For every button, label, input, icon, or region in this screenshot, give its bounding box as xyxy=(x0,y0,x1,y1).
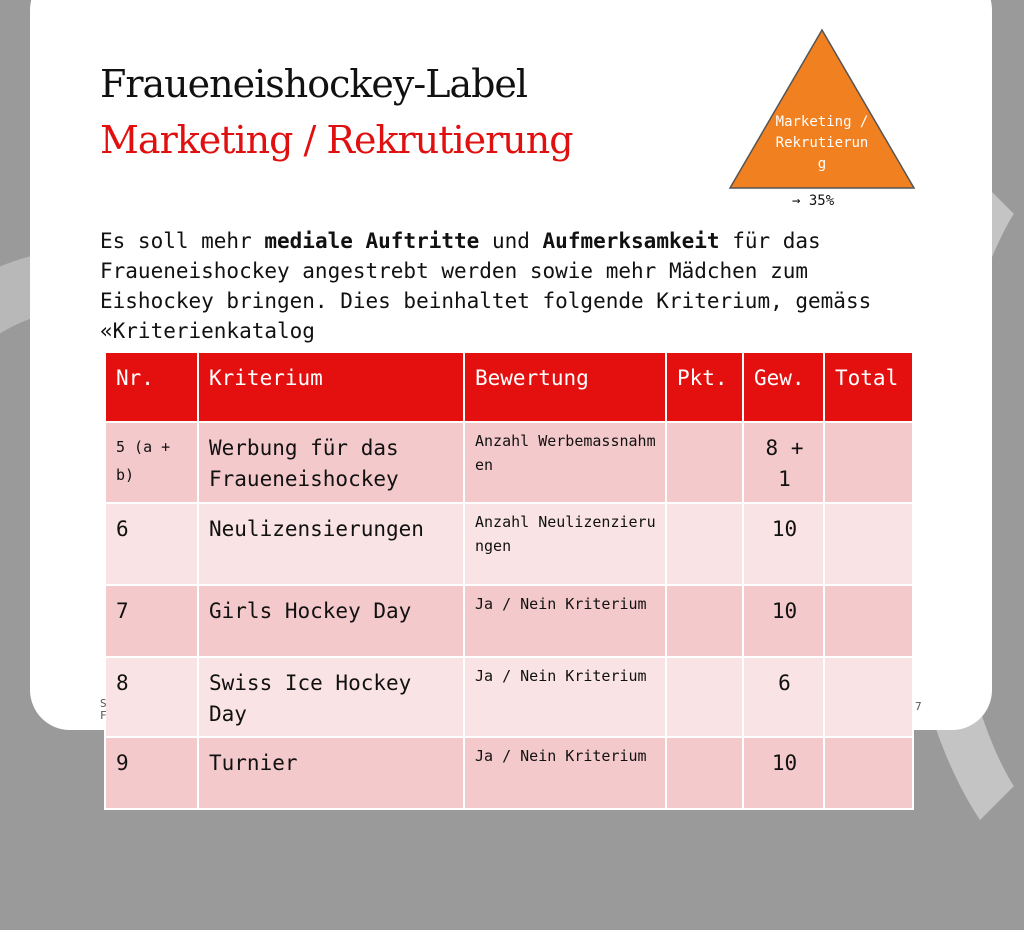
cell-pkt xyxy=(666,737,743,809)
cell-bewertung: Ja / Nein Kriterium xyxy=(464,737,666,809)
header-bewertung: Bewertung xyxy=(464,352,666,422)
cell-total xyxy=(824,503,913,585)
cell-total xyxy=(824,657,913,737)
highlight-mediale-auftritte: mediale Auftritte xyxy=(264,229,480,253)
cell-gew: 10 xyxy=(743,737,824,809)
page-number: 7 xyxy=(915,700,922,713)
cell-pkt xyxy=(666,422,743,503)
intro-text: Es soll mehr mediale Auftritte und Aufmerksamkeit für das Fraueneishockey angestrebt werden sowie mehr Mädchen zum Eishockey bringen. Dies beinhaltet folgende Kriterium, gemäss «Kriterienkatalog xyxy=(100,229,884,343)
slide-subtitle: Marketing / Rekrutierung xyxy=(100,118,573,162)
cell-pkt xyxy=(666,657,743,737)
cell-kriterium: Werbung für das Fraueneishockey xyxy=(198,422,464,503)
cell-pkt xyxy=(666,585,743,657)
cell-bewertung: Anzahl Neulizenzierungen xyxy=(464,503,666,585)
cell-kriterium: Neulizensierungen xyxy=(198,503,464,585)
header-total: Total xyxy=(824,352,913,422)
pyramid-label: Marketing / Rekrutierung xyxy=(775,114,869,172)
cell-gew: 10 xyxy=(743,585,824,657)
header-kriterium: Kriterium xyxy=(198,352,464,422)
table-row xyxy=(105,657,913,737)
header-nr: Nr. xyxy=(105,352,198,422)
cell-gew: 6 xyxy=(743,657,824,737)
criteria-table xyxy=(104,351,912,810)
cell-bewertung: Ja / Nein Kriterium xyxy=(464,657,666,737)
cell-gew: 8 + 1 xyxy=(743,422,824,503)
table-header-row xyxy=(105,352,913,422)
cell-nr: 7 xyxy=(105,585,198,657)
pyramid-percent: → 35% xyxy=(792,193,835,209)
footer-text: S F xyxy=(100,697,107,722)
cell-total xyxy=(824,585,913,657)
cell-bewertung: Anzahl Werbemassnahmen xyxy=(464,422,666,503)
cell-nr: 5 (a + b) xyxy=(105,422,198,503)
highlight-aufmerksamkeit: Aufmerksamkeit xyxy=(542,229,720,253)
cell-gew: 10 xyxy=(743,503,824,585)
cell-kriterium: Girls Hockey Day xyxy=(198,585,464,657)
table-row xyxy=(105,585,913,657)
cell-total xyxy=(824,737,913,809)
table-row xyxy=(105,422,913,503)
table-row xyxy=(105,737,913,809)
cell-kriterium: Swiss Ice Hockey Day xyxy=(198,657,464,737)
cell-kriterium: Turnier xyxy=(198,737,464,809)
pyramid-segment xyxy=(728,28,916,190)
header-gew: Gew. xyxy=(743,352,824,422)
cell-bewertung: Ja / Nein Kriterium xyxy=(464,585,666,657)
header-pkt: Pkt. xyxy=(666,352,743,422)
cell-nr: 9 xyxy=(105,737,198,809)
cell-pkt xyxy=(666,503,743,585)
cell-nr: 6 xyxy=(105,503,198,585)
cell-total xyxy=(824,422,913,503)
table-row xyxy=(105,503,913,585)
cell-nr: 8 xyxy=(105,657,198,737)
slide-title: Fraueneishockey-Label xyxy=(100,62,528,106)
